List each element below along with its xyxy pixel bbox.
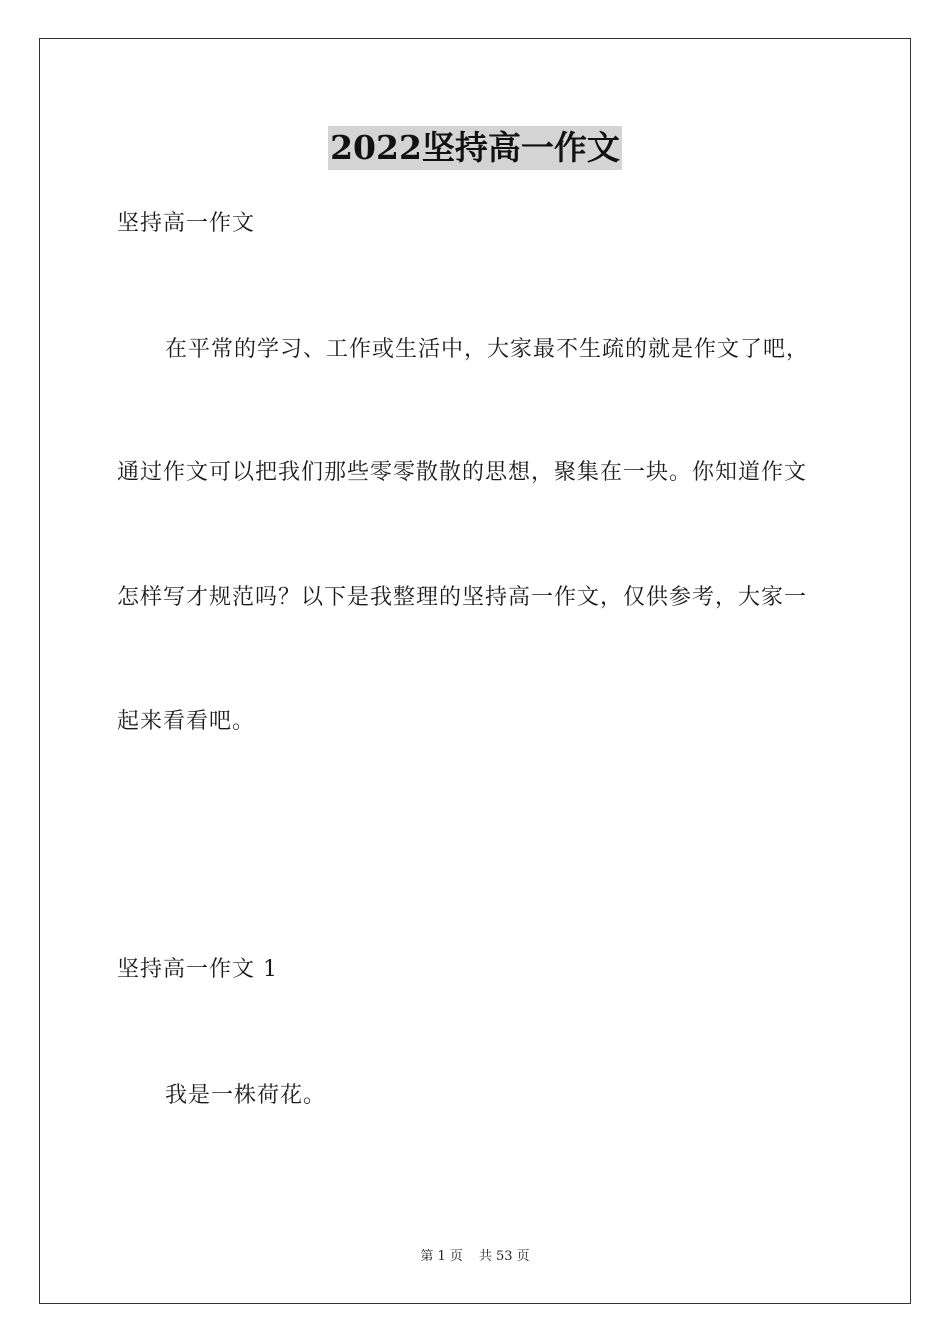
document-title: 2022坚持高一作文	[328, 126, 622, 170]
page-footer	[0, 1248, 950, 1266]
intro-line-4: 起来看看吧。	[117, 709, 256, 734]
page-current: 第 1 页	[420, 1249, 463, 1264]
title-container	[0, 126, 950, 170]
page-total: 共 53 页	[478, 1249, 530, 1264]
intro-line-1: 在平常的学习、工作或生活中，大家最不生疏的就是作文了吧，	[165, 337, 810, 362]
intro-line-3: 怎样写才规范吗？以下是我整理的坚持高一作文，仅供参考，大家一	[117, 585, 808, 610]
intro-line-2: 通过作文可以把我们那些零零散散的思想，聚集在一块。你知道作文	[117, 460, 808, 485]
section-first-line: 我是一株荷花。	[165, 1083, 327, 1108]
document-subtitle: 坚持高一作文	[117, 211, 256, 236]
section-heading: 坚持高一作文 1	[117, 957, 278, 982]
